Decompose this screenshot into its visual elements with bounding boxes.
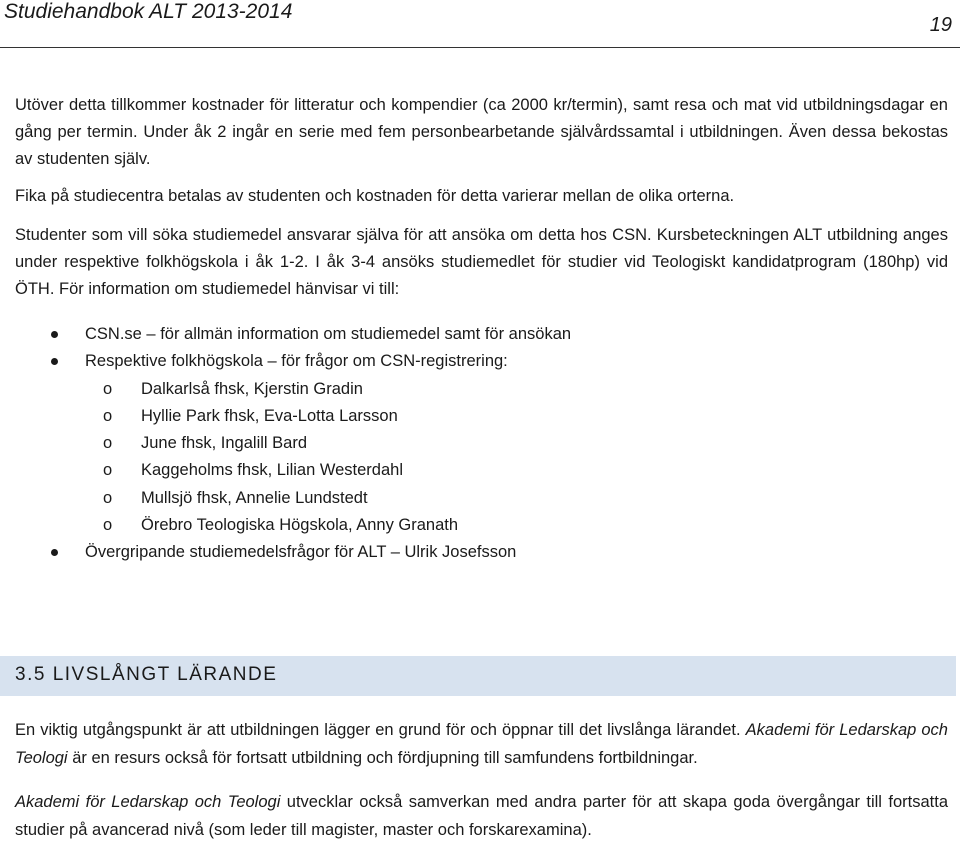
list-item-text: Respektive folkhögskola – för frågor om CSN-registrering: xyxy=(85,352,508,371)
section-content xyxy=(15,716,948,844)
contact-text: Mullsjö fhsk, Annelie Lundstedt xyxy=(141,488,368,507)
paragraph-text: En viktig utgångspunkt är att utbildningen lägger en grund för och öppnar till det livslånga lärandet. xyxy=(15,721,746,739)
header-divider xyxy=(0,47,960,48)
contact-text: Örebro Teologiska Högskola, Anny Granath xyxy=(141,516,459,535)
list-item-csn xyxy=(15,321,948,348)
list-item-text: CSN.se – för allmän information om studiemedel samt för ansökan xyxy=(85,325,572,343)
contact-item xyxy=(85,485,948,512)
page-number: 19 xyxy=(929,14,952,36)
academy-name: Akademi för Ledarskap och Teologi xyxy=(15,721,948,767)
list-item-text: Övergripande studiemedelsfrågor för ALT – Ulrik Josefsson xyxy=(85,543,517,562)
list-item-overall xyxy=(15,539,948,566)
circle-marker-icon: o xyxy=(103,516,113,535)
circle-marker-icon: o xyxy=(103,488,113,507)
bullet-icon xyxy=(51,358,58,365)
lifelong-learning-paragraph xyxy=(15,716,948,772)
document-title: Studiehandbok ALT 2013-2014 xyxy=(4,0,293,23)
contact-text: Hyllie Park fhsk, Eva-Lotta Larsson xyxy=(141,406,398,425)
main-content xyxy=(15,92,948,567)
contact-item xyxy=(85,457,948,484)
contact-text: June fhsk, Ingalill Bard xyxy=(141,434,308,453)
studiemedel-paragraph: Studenter som vill söka studiemedel ansvarar själva för att ansöka om detta hos CSN. Kursbeteckningen ALT utbildning anges under respektive folkhögskola i åk 1-2. I åk 3-4 ansöks studiemedlet för studier vid Teologiskt kandidatprogram (180hp) vid ÖTH. För information om studiemedel hänvisar vi till: xyxy=(15,226,948,298)
contact-text: Dalkarlså fhsk, Kjerstin Gradin xyxy=(141,379,363,398)
costs-paragraph: Utöver detta tillkommer kostnader för litteratur och kompendier (ca 2000 kr/termin), samt resa och mat vid utbildningsdagar en gång per termin. Under åk 2 ingår en serie med fem personbearbetande självårdssamtal i utbildningen. Även dessa bekostas av studenten själv. xyxy=(15,96,948,168)
list-item-folkhogskola xyxy=(15,348,948,539)
bullet-icon xyxy=(51,331,58,338)
paragraph-text: är en resurs också för fortsatt utbildning och fördjupning till samfundens fortbildningar. xyxy=(67,749,698,767)
academy-name: Akademi för Ledarskap och Teologi xyxy=(15,793,281,811)
section-heading: 3.5 LIVSLÅNGT LÄRANDE xyxy=(15,664,278,685)
circle-marker-icon: o xyxy=(103,406,113,425)
contact-item xyxy=(85,430,948,457)
contact-item xyxy=(85,403,948,430)
circle-marker-icon: o xyxy=(103,434,113,453)
circle-marker-icon: o xyxy=(103,461,113,480)
paragraph-text: utvecklar också samverkan med andra parter för att skapa goda övergångar till fortsatta studier på avancerad nivå (som leder till magister, master och forskarexamina). xyxy=(15,793,948,839)
contact-item xyxy=(85,376,948,403)
circle-marker-icon: o xyxy=(103,379,113,398)
contact-item xyxy=(85,512,948,539)
reference-list xyxy=(15,321,948,567)
contact-text: Kaggeholms fhsk, Lilian Westerdahl xyxy=(141,461,404,480)
contact-sublist xyxy=(85,376,948,540)
cooperation-paragraph xyxy=(15,788,948,844)
fika-paragraph: Fika på studiecentra betalas av studenten och kostnaden för detta varierar mellan de olika orterna. xyxy=(15,187,735,205)
bullet-icon xyxy=(51,549,58,556)
